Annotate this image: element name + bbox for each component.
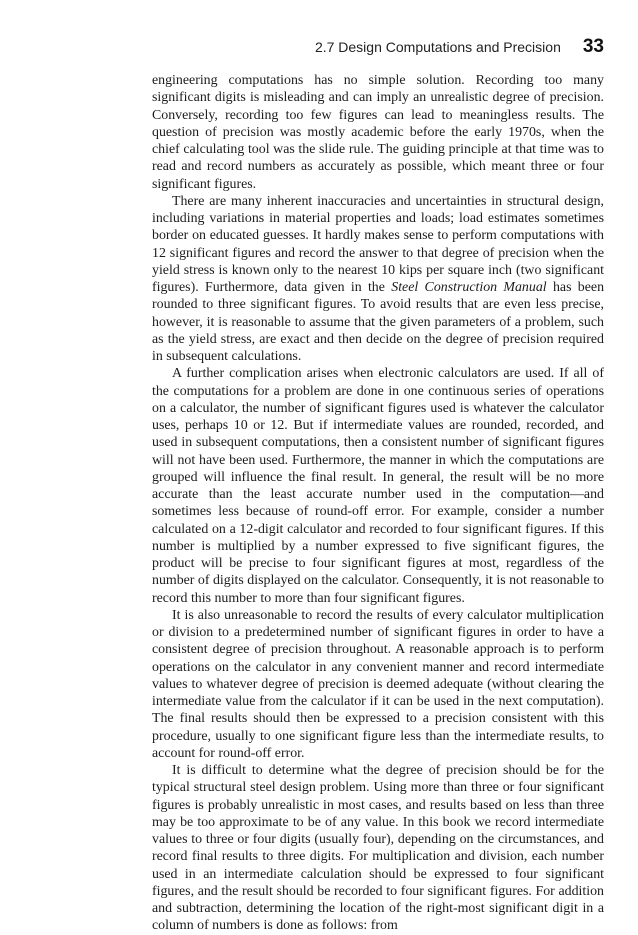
page-number: 33 — [582, 36, 604, 57]
paragraph-rounding: It is also unreasonable to record the results of every calculator multiplication or division to a predetermined number of significant figures in order to have a consistent degree of precision throughout. A reasonable approach is to perform operations on the calculator in any convenient manner and record intermediate values to whatever degree of precision is deemed adequate (without clearing the intermediate value from the calculator if it can be used in the next computation). The final results should then be expressed to a precision consistent with this procedure, usually to one significant figure less than the intermediate results, to account for round-off error. — [152, 607, 604, 761]
manual-title: Steel Construction Manual — [391, 280, 547, 295]
running-header — [315, 36, 604, 58]
paragraph-text: There are many inherent inaccuracies and uncertainties in structural design, including variations in material properties and loads; load estimates sometimes border on educated guesses. It hardly makes sense to perform computations with 12 significant figures and record the answer to that degree of precision when the yield stress is known only to the nearest 10 kips per square inch (two significant figures). Furthermore, data given in the — [152, 193, 604, 295]
paragraph-precision: It is difficult to determine what the degree of precision should be for the typical structural steel design problem. Using more than three or four significant figures is probably unrealistic in most cases, and results based on less than three may be too approximate to be of any value. In this book we record intermediate values to three or four digits (usually four), depending on the circumstances, and record final results to three digits. For multiplication and division, each number used in an intermediate calculation should be expressed to four significant figures, and the result should be recorded to four significant figures. For addition and subtraction, determining the location of the right-most significant digit in a column of numbers is done as follows: from — [152, 763, 604, 934]
paragraph-calculators: A further complication arises when electronic calculators are used. If all of the computations for a problem are done in one continuous series of operations on a calculator, the number of significant figures used is whatever the calculator uses, perhaps 10 or 12. But if intermediate values are rounded, recorded, and used in subsequent computations, then a consistent number of significant figures will not have been used. Furthermore, the manner in which the computations are grouped will influence the final result. In general, the result will be no more accurate than the least accurate number used in the computation—and sometimes less because of round-off error. For example, consider a number calculated on a 12-digit calculator and recorded to four significant figures. If this number is multiplied by a number expressed to five significant figures, the product will be precise to four significant figures at most, regardless of the number of digits displayed on the calculator. Consequently, it is not reasonable to record this number to more than four significant figures. — [152, 366, 604, 606]
paragraph-inaccuracies — [152, 193, 604, 366]
section-title: 2.7 Design Computations and Precision — [314, 39, 561, 55]
paragraph-text: has been rounded to three significant figures. To avoid results that are even less precise, however, it is reasonable to assume that the given parameters of a problem, such as the yield stress, are exact and then decide on the degree of precision required in subsequent calculations. — [152, 280, 605, 364]
paragraph-continued: engineering computations has no simple solution. Recording too many significant digits is misleading and can imply an unrealistic degree of precision. Conversely, recording too few figures can lead to meaningless results. The question of precision was mostly academic before the early 1970s, when the chief calculating tool was the slide rule. The guiding principle at that time was to read and record numbers as accurately as possible, which meant three or four significant figures. — [152, 73, 604, 192]
body-text — [152, 72, 604, 935]
